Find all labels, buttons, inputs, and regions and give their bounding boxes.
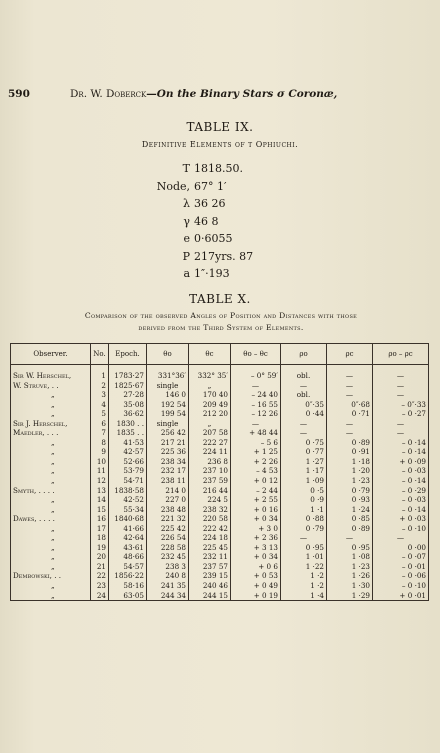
- table-cell: – 24 40: [231, 390, 281, 400]
- table-cell: 224 5: [189, 495, 231, 505]
- table-cell: 21: [91, 562, 109, 572]
- table-cell: 236 8: [189, 457, 231, 467]
- table-cell: „: [51, 437, 55, 447]
- column-header: No.: [91, 344, 109, 365]
- table-cell: 16: [91, 514, 109, 524]
- table-cell: – 0 ·10: [373, 524, 429, 534]
- table-cell: 240 46: [189, 581, 231, 591]
- table-cell: —: [327, 381, 373, 391]
- table-cell: – 0 ·14: [373, 505, 429, 515]
- table-cell: 52·66: [109, 457, 147, 467]
- table-row: [11, 438, 429, 448]
- table-cell: 1 ·22: [281, 562, 327, 572]
- table-cell: 1830 . .: [109, 419, 147, 429]
- table-cell: „: [189, 381, 231, 391]
- table-cell: 3: [91, 390, 109, 400]
- table-cell: 4: [91, 400, 109, 410]
- column-header: θc: [189, 344, 231, 365]
- table-row: [11, 562, 429, 572]
- page-number: 590: [8, 88, 30, 100]
- table-cell: – 0 ·01: [373, 562, 429, 572]
- table-cell: 0 ·93: [327, 495, 373, 505]
- paper-title: —On the Binary Stars σ Coronæ,: [146, 88, 338, 100]
- table-cell: – 12 26: [231, 409, 281, 419]
- table-cell: 1 ·09: [281, 476, 327, 486]
- table-cell: 36·62: [109, 409, 147, 419]
- table-row: [11, 365, 429, 381]
- table-cell: 192 54: [147, 400, 189, 410]
- table-row: [11, 571, 429, 581]
- table-cell: 244 15: [189, 591, 231, 601]
- table-cell: 1 ·29: [327, 591, 373, 601]
- table10-subtitle: [16, 310, 426, 334]
- table-cell: 240 8: [147, 571, 189, 581]
- table-cell: 5: [91, 409, 109, 419]
- element-value: 217yrs. 87: [194, 249, 254, 263]
- comparison-table: [10, 343, 429, 601]
- table-cell: 227 0: [147, 495, 189, 505]
- table-cell: 170 40: [189, 390, 231, 400]
- table-cell: 228 58: [147, 543, 189, 553]
- table-cell: 238 11: [147, 476, 189, 486]
- table-cell: 220 58: [189, 514, 231, 524]
- column-header: ρc: [327, 344, 373, 365]
- table-cell: 1 ·20: [327, 466, 373, 476]
- table-cell: 0 ·85: [327, 514, 373, 524]
- table-cell: 0 ·89: [327, 524, 373, 534]
- table-cell: 24: [91, 591, 109, 601]
- table-cell: 224 11: [189, 447, 231, 457]
- table-cell: 48·66: [109, 552, 147, 562]
- table-cell: —: [373, 390, 429, 400]
- table-cell: – 0 ·14: [373, 438, 429, 448]
- table-cell: 224 18: [189, 533, 231, 543]
- table-cell: 1783·27: [109, 365, 147, 381]
- table-cell: + 3 0: [231, 524, 281, 534]
- table-cell: 41·66: [109, 524, 147, 534]
- table-row: [11, 400, 429, 410]
- table-cell: 55·34: [109, 505, 147, 515]
- table-row: [11, 505, 429, 515]
- table-cell: 232 45: [147, 552, 189, 562]
- table-cell: 225 45: [189, 543, 231, 553]
- table-cell: + 0 16: [231, 505, 281, 515]
- table-cell: —: [373, 428, 429, 438]
- table-cell: 14: [91, 495, 109, 505]
- table-row: [11, 581, 429, 591]
- table-header-row: [11, 344, 429, 365]
- table-cell: 237 10: [189, 466, 231, 476]
- element-label: P: [182, 249, 190, 263]
- table-cell: 0 ·79: [281, 524, 327, 534]
- table-cell: —: [327, 419, 373, 429]
- table-cell: 199 54: [147, 409, 189, 419]
- table-row: [11, 409, 429, 419]
- column-header: Epoch.: [109, 344, 147, 365]
- table-cell: 209 49: [189, 400, 231, 410]
- table-row: [11, 514, 429, 524]
- table-cell: 7: [91, 428, 109, 438]
- table-cell: 12: [91, 476, 109, 486]
- table-cell: + 0 ·03: [373, 514, 429, 524]
- table-cell: + 0 34: [231, 552, 281, 562]
- table-cell: + 3 13: [231, 543, 281, 553]
- table-cell: 237 57: [189, 562, 231, 572]
- table-cell: 225 42: [147, 524, 189, 534]
- element-value: 36 26: [194, 197, 226, 210]
- table-cell: 0 ·00: [373, 543, 429, 553]
- table-cell: + 48 44: [231, 428, 281, 438]
- table-cell: 58·16: [109, 581, 147, 591]
- table-cell: 35·08: [109, 400, 147, 410]
- table-cell: 0 ·44: [281, 409, 327, 419]
- table-cell: 0 ·75: [281, 438, 327, 448]
- table-cell: —: [373, 419, 429, 429]
- table-cell: – 0 ·10: [373, 581, 429, 591]
- table-cell: „: [51, 409, 55, 419]
- table-cell: 11: [91, 466, 109, 476]
- table-cell: + 0 ·09: [373, 457, 429, 467]
- table-row: [11, 533, 429, 543]
- table-cell: 8: [91, 438, 109, 448]
- table-cell: + 0 53: [231, 571, 281, 581]
- table-cell: 0 ·71: [327, 409, 373, 419]
- table-cell: „: [51, 523, 55, 533]
- element-label: Node,: [156, 179, 190, 193]
- table-cell: „: [51, 590, 55, 600]
- table-cell: „: [51, 390, 55, 400]
- table-cell: – 0 ·07: [373, 552, 429, 562]
- table-cell: 1838·58: [109, 486, 147, 496]
- table-row: [11, 466, 429, 476]
- table-cell: single: [147, 419, 189, 429]
- table-cell: —: [373, 533, 429, 543]
- table-cell: „: [51, 533, 55, 543]
- table-row: [11, 390, 429, 400]
- running-header: [8, 88, 426, 104]
- table-cell: 1 ·27: [281, 457, 327, 467]
- table-cell: 222 27: [189, 438, 231, 448]
- table-cell: + 0 49: [231, 581, 281, 591]
- running-title: [70, 88, 337, 100]
- table-cell: 17: [91, 524, 109, 534]
- table-cell: —: [231, 381, 281, 391]
- table-cell: 15: [91, 505, 109, 515]
- table-cell: 0 ·79: [327, 486, 373, 496]
- table-cell: 0 ·88: [281, 514, 327, 524]
- table-cell: 0 ·77: [281, 447, 327, 457]
- table-cell: —: [327, 428, 373, 438]
- element-value: 0·6055: [194, 232, 233, 245]
- table-cell: „: [51, 504, 55, 514]
- table-cell: 0″·68: [327, 400, 373, 410]
- table-cell: —: [327, 365, 373, 381]
- table-cell: obl.: [281, 390, 327, 400]
- table-cell: 216 44: [189, 486, 231, 496]
- table-cell: 1856·22: [109, 571, 147, 581]
- table-cell: 1835 . .: [109, 428, 147, 438]
- table-cell: „: [189, 419, 231, 429]
- table-cell: + 2 26: [231, 457, 281, 467]
- table-cell: – 5 6: [231, 438, 281, 448]
- table-cell: 23: [91, 581, 109, 591]
- table-row: [11, 457, 429, 467]
- table-cell: + 0 ·01: [373, 591, 429, 601]
- table-cell: 237 59: [189, 476, 231, 486]
- table-cell: 238 48: [147, 505, 189, 515]
- table-cell: 0 ·91: [327, 447, 373, 457]
- table-cell: 54·71: [109, 476, 147, 486]
- table-cell: 225 36: [147, 447, 189, 457]
- table-row: [11, 495, 429, 505]
- table-cell: – 0° 59′: [231, 365, 281, 381]
- table-cell: 1 ·24: [327, 505, 373, 515]
- table-cell: + 0 19: [231, 591, 281, 601]
- table10-subtitle-line2: derived from the Third System of Elements.: [138, 323, 304, 332]
- table-cell: 42·57: [109, 447, 147, 457]
- table-cell: 0 ·9: [281, 495, 327, 505]
- table-row: [11, 381, 429, 391]
- element-label: γ: [183, 214, 190, 228]
- table-cell: – 4 53: [231, 466, 281, 476]
- table-cell: —: [373, 365, 429, 381]
- table-cell: 1: [91, 365, 109, 381]
- table-cell: + 2 55: [231, 495, 281, 505]
- table-row: [11, 476, 429, 486]
- table-cell: 1840·68: [109, 514, 147, 524]
- table-cell: – 0 ·29: [373, 486, 429, 496]
- element-value: 46 8: [194, 214, 219, 228]
- table-cell: 221 32: [147, 514, 189, 524]
- table-cell: – 0 ·06: [373, 571, 429, 581]
- table-cell: „: [51, 476, 55, 486]
- table-cell: 256 42: [147, 428, 189, 438]
- element-label: a: [183, 267, 190, 280]
- table-cell: „: [51, 456, 55, 466]
- table-cell: —: [281, 428, 327, 438]
- table-row: [11, 543, 429, 553]
- table-cell: – 2 44: [231, 486, 281, 496]
- table-cell: Maedler, . . .: [13, 428, 59, 438]
- table-cell: 1 ·2: [281, 571, 327, 581]
- column-header: Observer.: [11, 344, 91, 365]
- table-cell: 0″·35: [281, 400, 327, 410]
- table-cell: 20: [91, 552, 109, 562]
- table-cell: + 0 12: [231, 476, 281, 486]
- table-cell: Sir J. Herschel,: [13, 418, 68, 428]
- table-cell: 232 17: [147, 466, 189, 476]
- table-row: [11, 447, 429, 457]
- table-cell: 18: [91, 533, 109, 543]
- table-cell: 146 0: [147, 390, 189, 400]
- table-cell: „: [51, 561, 55, 571]
- table-cell: 239 15: [189, 571, 231, 581]
- column-header: θo – θc: [231, 344, 281, 365]
- table-cell: 1 ·4: [281, 591, 327, 601]
- table-cell: „: [51, 542, 55, 552]
- table-cell: 43·61: [109, 543, 147, 553]
- table-cell: – 0 ·03: [373, 466, 429, 476]
- table-cell: „: [51, 581, 55, 591]
- column-header: ρo – ρc: [373, 344, 429, 365]
- element-value: 1818.50.: [194, 162, 243, 175]
- table-cell: 238 3: [147, 562, 189, 572]
- table10-subtitle-line1: Comparison of the observed Angles of Position and Distances with those: [84, 311, 358, 320]
- table-cell: + 2 36: [231, 533, 281, 543]
- table-row: [11, 419, 429, 429]
- table-cell: —: [281, 419, 327, 429]
- table-cell: 244 34: [147, 591, 189, 601]
- table-cell: „: [51, 447, 55, 457]
- table-cell: 1 ·23: [327, 476, 373, 486]
- element-label: λ: [183, 197, 190, 210]
- table-row: [11, 524, 429, 534]
- table-cell: Smyth, . . . .: [13, 485, 55, 495]
- table-cell: 0 ·89: [327, 438, 373, 448]
- element-value: 1″·193: [194, 267, 230, 280]
- table-cell: single: [147, 381, 189, 391]
- table9-title: TABLE IX.: [186, 120, 254, 134]
- column-header: ρo: [281, 344, 327, 365]
- table-cell: 27·28: [109, 390, 147, 400]
- table-cell: 1 ·30: [327, 581, 373, 591]
- table-cell: 1 ·1: [281, 505, 327, 515]
- table-cell: 331°36′: [147, 365, 189, 381]
- table-cell: + 0 6: [231, 562, 281, 572]
- table-cell: – 16 55: [231, 400, 281, 410]
- table-cell: – 0 ·14: [373, 447, 429, 457]
- table-cell: „: [51, 495, 55, 505]
- table-cell: 1 ·17: [281, 466, 327, 476]
- table-cell: 41·53: [109, 438, 147, 448]
- table-cell: —: [231, 419, 281, 429]
- table-row: [11, 428, 429, 438]
- table-cell: 222 42: [189, 524, 231, 534]
- table-cell: 241 35: [147, 581, 189, 591]
- element-label: e: [183, 232, 190, 245]
- table-cell: 63·05: [109, 591, 147, 601]
- table-cell: W. Struve, . .: [13, 380, 59, 390]
- table-cell: 1 ·08: [327, 552, 373, 562]
- table10-title: TABLE X.: [189, 292, 251, 306]
- table-cell: 1 ·2: [281, 581, 327, 591]
- table-cell: Dawes, . . . .: [13, 514, 55, 524]
- table-cell: 207 58: [189, 428, 231, 438]
- table-row: [11, 591, 429, 601]
- table-cell: 214 0: [147, 486, 189, 496]
- table-cell: obl.: [281, 365, 327, 381]
- table-cell: 6: [91, 419, 109, 429]
- table-cell: 238 32: [189, 505, 231, 515]
- table-cell: 1825·67: [109, 381, 147, 391]
- table-cell: Dembowski, . .: [13, 571, 62, 581]
- table-cell: 42·52: [109, 495, 147, 505]
- table-cell: „: [51, 552, 55, 562]
- table-cell: – 0 ·27: [373, 409, 429, 419]
- table-row: [11, 552, 429, 562]
- element-label: T: [182, 162, 190, 175]
- table-cell: 238 34: [147, 457, 189, 467]
- table-row: [11, 486, 429, 496]
- table-cell: 13: [91, 486, 109, 496]
- table-cell: 1 ·23: [327, 562, 373, 572]
- table-cell: 226 54: [147, 533, 189, 543]
- table9-subtitle: Definitive Elements of τ Ophiuchi.: [141, 140, 299, 149]
- table-cell: „: [51, 399, 55, 409]
- table-cell: + 1 25: [231, 447, 281, 457]
- table-cell: – 0″·33: [373, 400, 429, 410]
- table-cell: 2: [91, 381, 109, 391]
- table-cell: 0 ·95: [281, 543, 327, 553]
- element-value: 67° 1′: [194, 179, 227, 193]
- table-cell: Sir W. Herschel,: [13, 371, 72, 380]
- table-cell: 10: [91, 457, 109, 467]
- table-cell: 0 ·95: [327, 543, 373, 553]
- author-name: Dr. W. Doberck: [70, 88, 147, 100]
- table-cell: 9: [91, 447, 109, 457]
- table-cell: 232 11: [189, 552, 231, 562]
- table-cell: – 0 ·03: [373, 495, 429, 505]
- table-cell: —: [327, 390, 373, 400]
- table-cell: 217 21: [147, 438, 189, 448]
- table-cell: 19: [91, 543, 109, 553]
- table-cell: —: [373, 381, 429, 391]
- table-cell: —: [281, 533, 327, 543]
- table-cell: —: [327, 533, 373, 543]
- table-cell: „: [51, 466, 55, 476]
- table-cell: 1 ·01: [281, 552, 327, 562]
- table-cell: 332° 35′: [189, 365, 231, 381]
- table-cell: – 0 ·14: [373, 476, 429, 486]
- table-cell: 53·79: [109, 466, 147, 476]
- table-cell: 42·64: [109, 533, 147, 543]
- table-cell: 54·57: [109, 562, 147, 572]
- table-cell: 1 ·26: [327, 571, 373, 581]
- table-cell: —: [281, 381, 327, 391]
- table-cell: 22: [91, 571, 109, 581]
- table-cell: 1 ·18: [327, 457, 373, 467]
- column-header: θo: [147, 344, 189, 365]
- table-cell: 212 20: [189, 409, 231, 419]
- table-cell: 0 ·5: [281, 486, 327, 496]
- table-cell: + 0 34: [231, 514, 281, 524]
